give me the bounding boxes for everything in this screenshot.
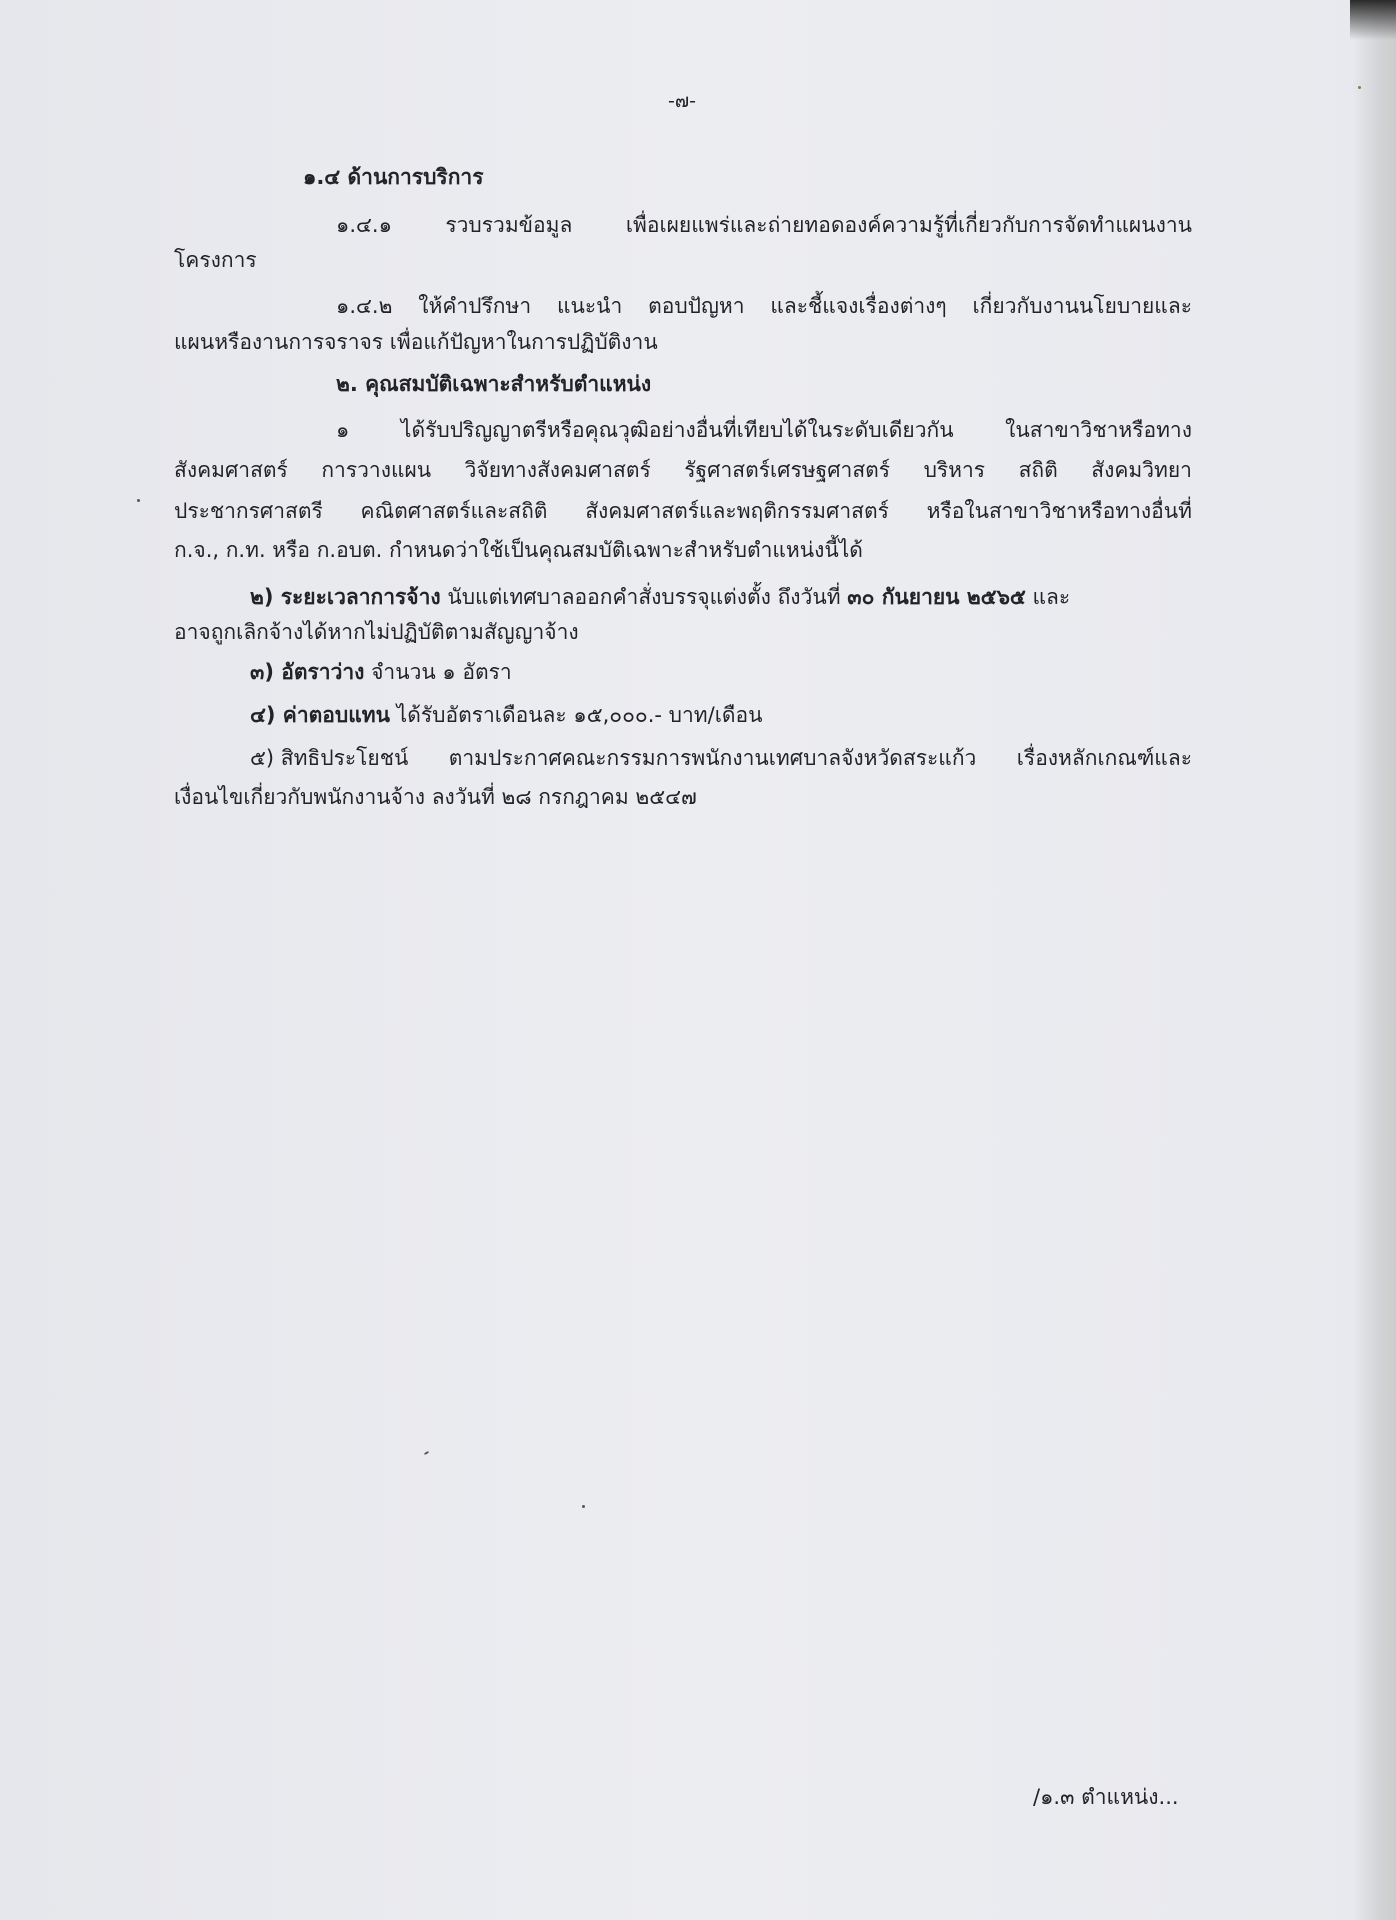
word: รวบรวมข้อมูล bbox=[445, 213, 573, 237]
employment-period-line-2: อาจถูกเลิกจ้างได้หากไม่ปฏิบัติตามสัญญาจ้าง bbox=[174, 620, 579, 644]
compensation-label: ๔) ค่าตอบแทน bbox=[250, 703, 390, 727]
employment-period-text: นับแต่เทศบาลออกคำสั่งบรรจุแต่งตั้ง ถึงวันที่ bbox=[440, 585, 848, 609]
word: ในสาขาวิชาหรือทาง bbox=[1005, 418, 1192, 442]
word: รัฐศาสตร์เศรษฐศาสตร์ bbox=[684, 458, 891, 482]
word: ๑ bbox=[336, 418, 350, 442]
employment-period-tail: และ bbox=[1025, 585, 1071, 609]
qualification-line-4: ก.จ., ก.ท. หรือ ก.อบต. กำหนดว่าใช้เป็นคุณสมบัติเฉพาะสำหรับตำแหน่งนี้ได้ bbox=[174, 538, 863, 562]
scan-speck bbox=[1358, 86, 1361, 89]
word: สถิติ bbox=[1018, 458, 1058, 482]
continuation-footer: /๑.๓ ตำแหน่ง... bbox=[1033, 1785, 1179, 1809]
section-1-4-heading: ๑.๔ ด้านการบริการ bbox=[303, 165, 484, 189]
word: บริหาร bbox=[923, 458, 986, 482]
word: ได้รับปริญญาตรีหรือคุณวุฒิอย่างอื่นที่เทียบได้ในระดับเดียวกัน bbox=[400, 418, 954, 442]
item-1-4-2-line-1 bbox=[336, 291, 1192, 321]
employment-period-label: ๒) ระยะเวลาการจ้าง bbox=[250, 585, 441, 609]
word: สังคมศาสตร์ bbox=[174, 458, 288, 482]
qualification-line-3 bbox=[174, 496, 1192, 526]
page-number: -๗- bbox=[668, 90, 696, 112]
item-1-4-2-line-2: แผนหรืองานการจราจร เพื่อแก้ปัญหาในการปฏิบัติงาน bbox=[174, 330, 658, 354]
word: หรือในสาขาวิชาหรือทางอื่นที่ bbox=[926, 499, 1192, 523]
word: ให้คำปรึกษา bbox=[418, 294, 532, 318]
item-1-4-1-line-1 bbox=[336, 210, 1192, 240]
word: ๑.๔.๒ bbox=[336, 294, 393, 318]
word: ๑.๔.๑ bbox=[336, 213, 392, 237]
benefits-line-1 bbox=[250, 743, 1192, 773]
word: ๕) สิทธิประโยชน์ bbox=[250, 746, 409, 770]
scan-speck bbox=[137, 499, 140, 502]
item-1-4-1-line-2: โครงการ bbox=[174, 248, 257, 272]
word: ประชากรศาสตรี bbox=[174, 499, 323, 523]
word: วิจัยทางสังคมศาสตร์ bbox=[464, 458, 651, 482]
scan-speck bbox=[424, 1451, 429, 1455]
word: และชี้แจงเรื่องต่างๆ bbox=[770, 294, 947, 318]
benefits-line-2: เงื่อนไขเกี่ยวกับพนักงานจ้าง ลงวันที่ ๒๘ กรกฎาคม ๒๕๔๗ bbox=[174, 785, 697, 809]
word: ตอบปัญหา bbox=[648, 294, 745, 318]
scan-speck bbox=[582, 1505, 585, 1508]
page-edge-shadow bbox=[1352, 0, 1396, 1920]
word: การวางแผน bbox=[321, 458, 432, 482]
qualification-line-2 bbox=[174, 455, 1192, 485]
compensation-line bbox=[250, 700, 762, 730]
word: ตามประกาศคณะกรรมการพนักงานเทศบาลจังหวัดสระแก้ว bbox=[448, 746, 977, 770]
vacancy-label: ๓) อัตราว่าง bbox=[250, 660, 365, 684]
word: เกี่ยวกับงานนโยบายและ bbox=[972, 294, 1192, 318]
section-2-heading: ๒. คุณสมบัติเฉพาะสำหรับตำแหน่ง bbox=[336, 372, 652, 396]
vacancy-line bbox=[250, 657, 512, 687]
page-corner-shadow bbox=[1350, 0, 1396, 40]
word: เรื่องหลักเกณฑ์และ bbox=[1016, 746, 1192, 770]
qualification-line-1 bbox=[336, 415, 1192, 445]
vacancy-text: จำนวน ๑ อัตรา bbox=[364, 660, 512, 684]
employment-period-line-1 bbox=[250, 582, 1070, 612]
word: คณิตศาสตร์และสถิติ bbox=[360, 499, 548, 523]
compensation-text: ได้รับอัตราเดือนละ ๑๕,๐๐๐.- บาท/เดือน bbox=[389, 703, 763, 727]
word: สังคมวิทยา bbox=[1091, 458, 1192, 482]
word: สังคมศาสตร์และพฤติกรรมศาสตร์ bbox=[585, 499, 889, 523]
employment-end-date: ๓๐ กันยายน ๒๕๖๕ bbox=[847, 585, 1026, 609]
word: แนะนำ bbox=[556, 294, 623, 318]
word: เพื่อเผยแพร่และถ่ายทอดองค์ความรู้ที่เกี่ยวกับการจัดทำแผนงาน bbox=[625, 213, 1192, 237]
